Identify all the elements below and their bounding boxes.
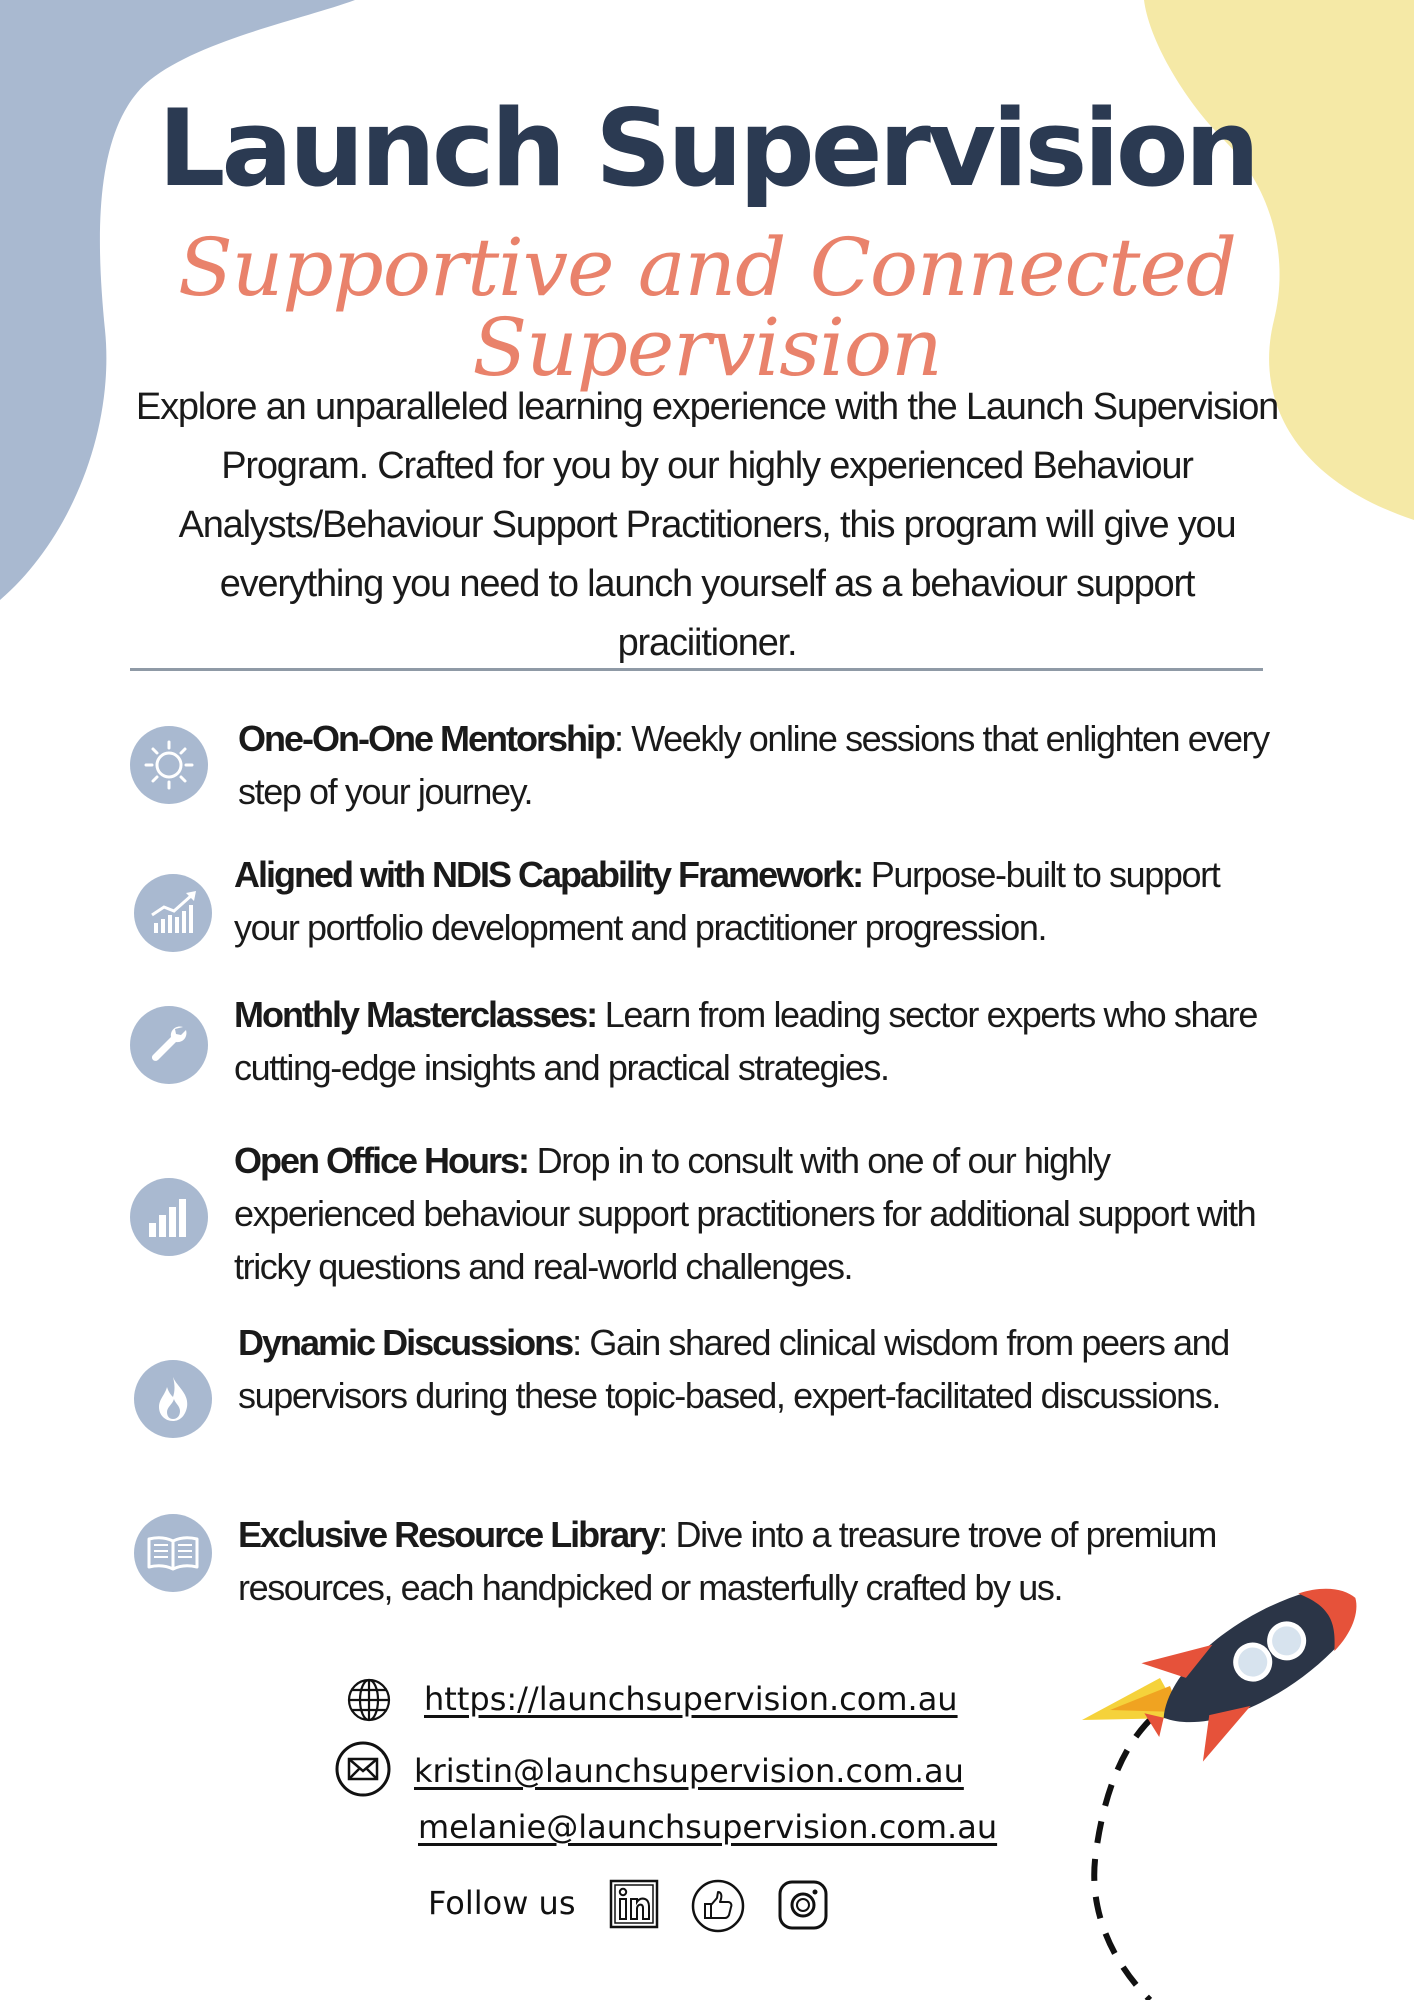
feature-description: Gain shared clinical wisdom from peers and supervisors during these topic-based, expert-facilitated discussions. [238,1322,1229,1416]
feature-title: One-On-One Mentorship [238,718,614,759]
rocket-illustration [1040,1560,1414,2000]
feature-icon-circle [130,726,208,804]
feature-description: Dive into a treasure trove of premium resources, each handpicked or masterfully crafted by us. [238,1514,1216,1608]
feature-description: Weekly online sessions that enlighten every step of your journey. [238,718,1269,812]
feature-text: Dynamic Discussions: Gain shared clinical wisdom from peers and supervisors during these topic-based, expert-facilitated discussions. [238,1322,1229,1416]
globe-icon [345,1676,393,1724]
linkedin-icon[interactable] [608,1878,660,1930]
feature-description: Purpose-built to support your portfolio development and practitioner progression. [234,854,1220,948]
divider [130,668,1263,671]
feature-title: Monthly Masterclasses: [234,994,597,1035]
email-link-kristin[interactable]: kristin@launchsupervision.com.au [414,1752,964,1790]
feature-item [130,708,1280,818]
feature-text: One-On-One Mentorship: Weekly online sessions that enlighten every step of your journey. [238,718,1269,812]
growth-chart-icon [146,889,200,937]
feature-icon-circle [134,1360,212,1438]
feature-title: Exclusive Resource Library [238,1514,659,1555]
flame-icon [153,1375,193,1423]
bar-chart-icon [145,1195,193,1239]
website-link[interactable]: https://launchsupervision.com.au [424,1680,958,1718]
feature-description: Learn from leading sector experts who share cutting-edge insights and practical strategies. [234,994,1257,1088]
page-title: Launch Supervision [157,87,1257,210]
feature-icon-circle [130,1006,208,1084]
intro-paragraph: Explore an unparalleled learning experience with the Launch Supervision Program. Crafted for you by our highly experienced Behaviour Analysts/Behaviour Support Practitioners, this program will give you everything you need to launch yourself as a behaviour support praciitioner. [135,386,1279,664]
book-icon [145,1533,201,1573]
feature-icon-circle [130,1178,208,1256]
feature-text [234,988,1284,1094]
sun-icon [143,739,195,791]
page-subtitle: Supportive and Connected Supervision [178,221,1236,394]
feature-text [234,1134,1284,1293]
feature-title: Dynamic Discussions [238,1322,573,1363]
feature-text [234,848,1284,954]
like-icon[interactable] [690,1878,746,1934]
feature-icon-circle [134,1514,212,1592]
feature-title: Aligned with NDIS Capability Framework: [234,854,863,895]
feature-item [130,1134,1280,1304]
feature-icon-circle [134,874,212,952]
feature-item [130,1316,1280,1486]
feature-item [130,848,1280,958]
feature-title: Open Office Hours: [234,1140,529,1181]
wrench-icon [145,1021,193,1069]
feature-description: Drop in to consult with one of our highly experienced behaviour support practitioners for additional support with tricky questions and real-world challenges. [234,1140,1256,1287]
follow-us-label: Follow us [428,1884,576,1922]
feature-item [130,988,1280,1098]
email-link-melanie[interactable]: melanie@launchsupervision.com.au [418,1808,998,1846]
instagram-icon[interactable] [776,1878,830,1932]
feature-text: Exclusive Resource Library: Dive into a treasure trove of premium resources, each handpicked or masterfully crafted by us. [238,1514,1216,1608]
mail-icon [334,1740,392,1798]
